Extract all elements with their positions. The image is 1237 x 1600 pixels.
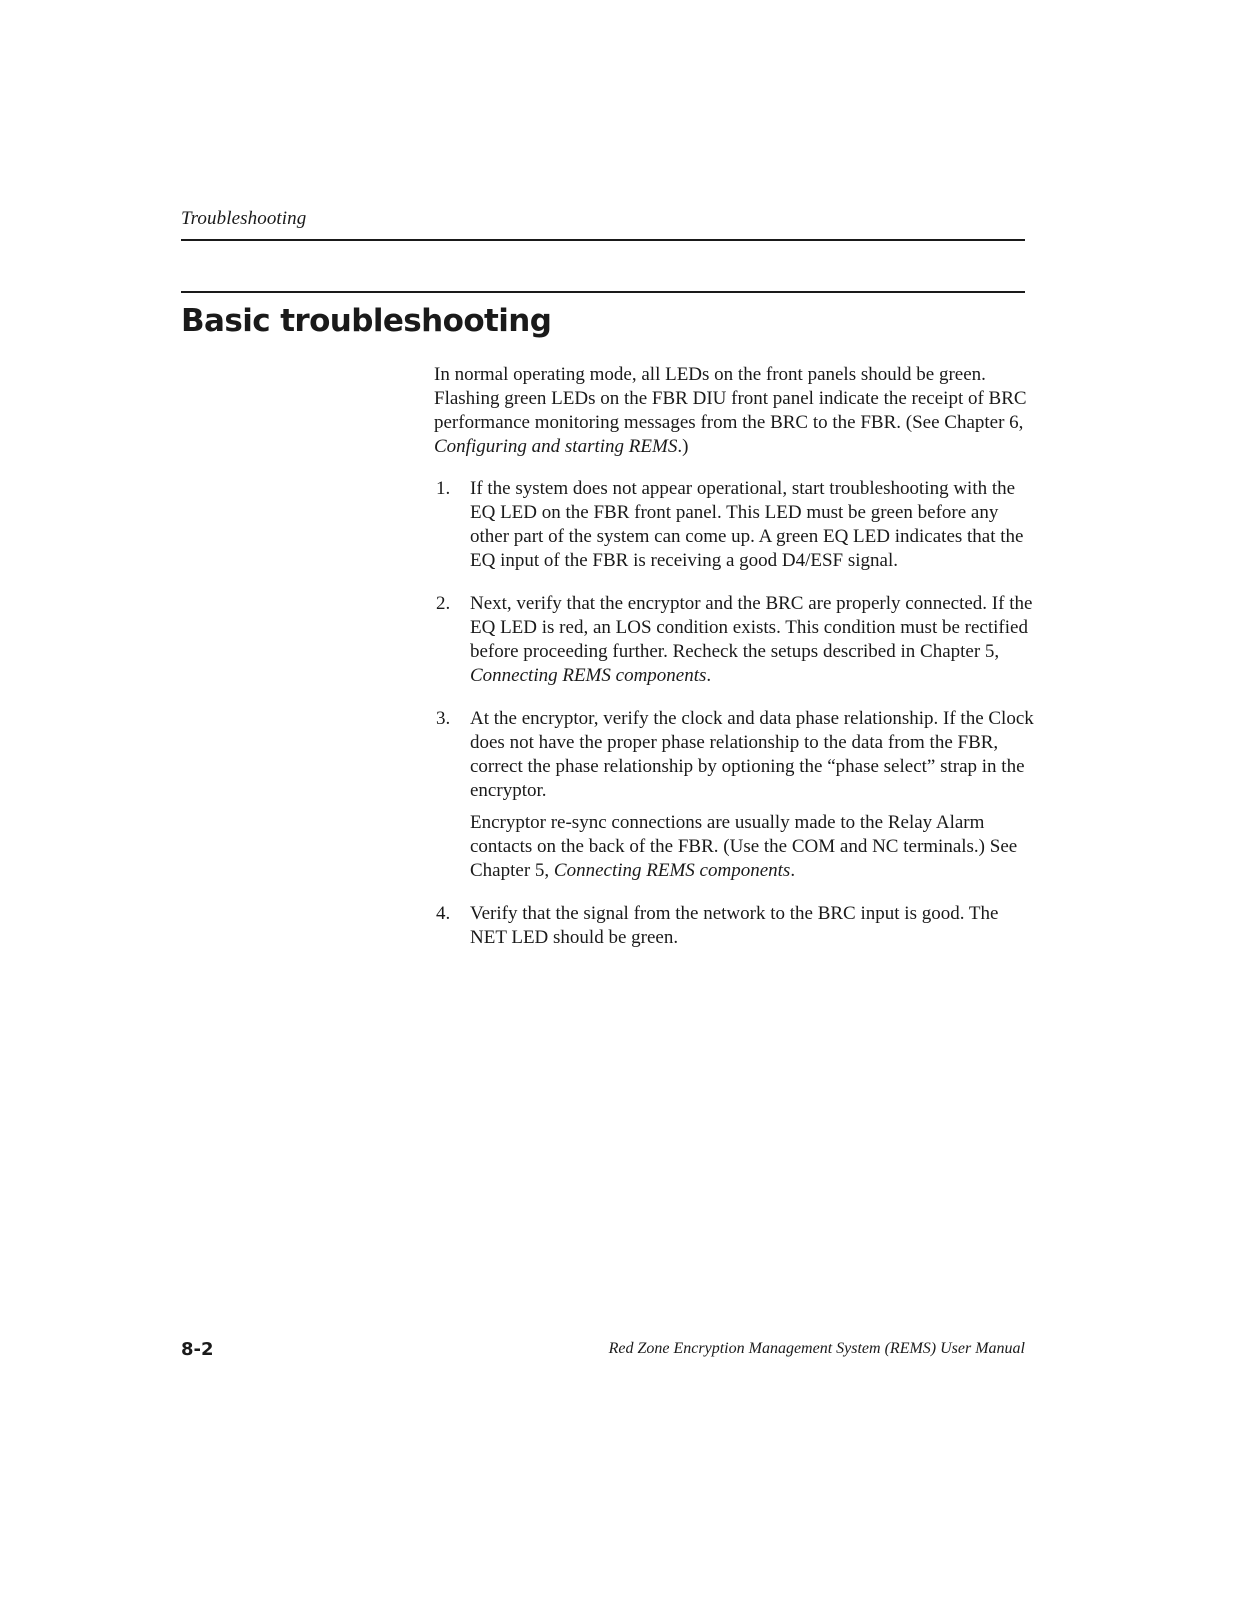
step-4 <box>434 902 1034 950</box>
step-number: 2. <box>436 593 451 614</box>
step-1 <box>434 477 1034 573</box>
intro-text-end: .) <box>677 436 689 457</box>
step-note <box>470 811 1034 883</box>
body-column <box>434 363 1034 969</box>
section-rule <box>181 291 1025 293</box>
step-3 <box>434 707 1034 883</box>
header-rule <box>181 239 1025 241</box>
step-text: Verify that the signal from the network to the BRC input is good. The NET LED should be green. <box>470 903 999 948</box>
note-text-end: . <box>790 860 796 881</box>
intro-chapter-reference: Configuring and starting REMS <box>434 436 678 457</box>
step-text: At the encryptor, verify the clock and data phase relationship. If the Clock does not have the proper phase relationship to the data from the FBR, correct the phase relationship by optioning the “phase select” strap in the encryptor. <box>470 708 1034 801</box>
note-text: Encryptor re-sync connections are usually made to the Relay Alarm contacts on the back of the FBR. (Use the COM and NC terminals.) See Chapter 5, <box>470 812 1018 881</box>
intro-text: In normal operating mode, all LEDs on the front panels should be green. Flashing green LEDs on the FBR DIU front panel indicate the receipt of BRC performance monitoring messages from the BRC to the FBR. (See Chapter 6, <box>434 364 1027 433</box>
running-head: Troubleshooting <box>181 208 307 229</box>
step-number: 3. <box>436 708 451 729</box>
step-text: If the system does not appear operational, start troubleshooting with the EQ LED on the FBR front panel. This LED must be green before any other part of the system can come up. A green EQ LED indicates that the EQ input of the FBR is receiving a good D4/ESF signal. <box>470 478 1024 571</box>
step-number: 1. <box>436 478 451 499</box>
step-number: 4. <box>436 903 451 924</box>
chapter-reference: Connecting REMS components <box>470 665 707 686</box>
chapter-reference: Connecting REMS components <box>553 860 791 881</box>
manual-title: Red Zone Encryption Management System (REMS) User Manual <box>608 1340 1025 1357</box>
section-title: Basic troubleshooting <box>181 303 552 339</box>
step-text: Next, verify that the encryptor and the BRC are properly connected. If the EQ LED is red, an LOS condition exists. This condition must be rectified before proceeding further. Recheck the setups described in Chapter 5, <box>470 593 1033 662</box>
step-2 <box>434 592 1034 688</box>
step-paragraph <box>470 592 1034 688</box>
troubleshooting-steps <box>434 477 1034 950</box>
intro-paragraph <box>434 363 1034 459</box>
page-number: 8-2 <box>181 1339 214 1360</box>
step-text-end: . <box>706 665 712 686</box>
